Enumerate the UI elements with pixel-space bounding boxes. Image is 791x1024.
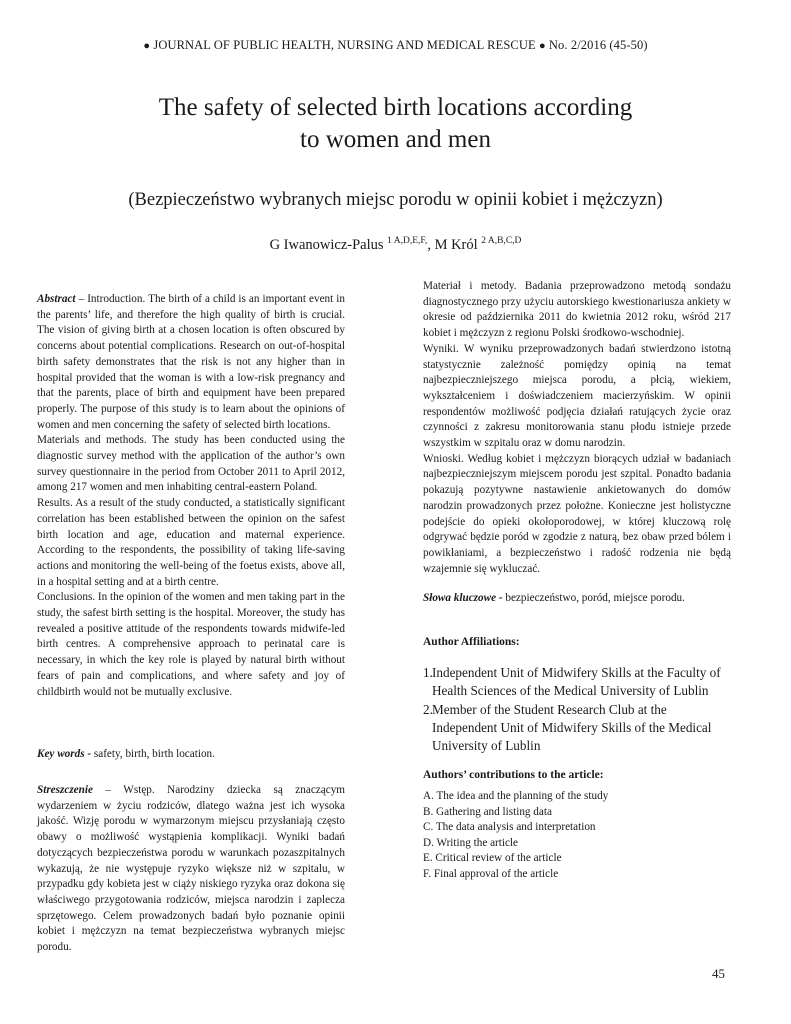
contributions-heading: Authors’ contributions to the article: — [423, 769, 604, 781]
abstract-pl-continued — [423, 279, 731, 577]
contribution-item: F. Final approval of the article — [423, 867, 559, 880]
journal-issue: No. 2/2016 (45-50) — [548, 38, 648, 52]
keywords-pl — [423, 591, 731, 607]
abstract-methods: Materials and methods. The study has been conducted using the diagnostic survey method with the application of the author’s own survey questionnaire in the period from October 2011 to April 2012, among 217 women and men inhabiting central-eastern Poland. — [37, 434, 345, 494]
author-name: M Król — [434, 237, 478, 253]
affiliation-number: 1. — [423, 665, 433, 680]
page-number: 45 — [712, 966, 725, 981]
streszczenie-methods: Materiał i metody. Badania przeprowadzono metodą sondażu diagnostycznego przy użyciu autorskiego kwestionariusza ankiety w okresie od października 2011 do kwietnia 2012 roku, wśród 217 kobiet i mężczyzn z regionu Polski środkowo-wschodniej. — [423, 280, 731, 340]
affiliation-text: Member of the Student Research Club at the Independent Unit of Midwifery Skills of the Medical University of Lublin — [432, 702, 712, 753]
contribution-item: E. Critical review of the article — [423, 852, 562, 865]
abstract-en — [37, 292, 345, 700]
article-title-line: The safety of selected birth locations according — [158, 94, 633, 121]
abstract-introduction — [37, 292, 345, 433]
article-subtitle: (Bezpieczeństwo wybranych miejsc porodu w opinii kobiet i mężczyzn) — [128, 190, 663, 210]
contribution-item: D. Writing the article — [423, 836, 519, 849]
contributions-list — [423, 789, 731, 883]
contribution-item: C. The data analysis and interpretation — [423, 821, 596, 834]
abstract-label: Abstract — [37, 293, 76, 305]
streszczenie-results: Wyniki. W wyniku przeprowadzonych badań stwierdzono istotną statystycznie zależność pomiędzy opinią na temat najbezpieczniejszego miejsca porodu, a płcią, wiekiem, wykształceniem i doświadczeniem macierzyńskim. W opinii respondentów możliwość podjęcia działań ratujących życie oraz czynności z zakresu monitorowania stanu płodu istnieje przede wszystkim w szpitalu oraz w domu narodzin. — [423, 342, 731, 450]
contribution-item: B. Gathering and listing data — [423, 805, 552, 818]
abstract-intro-text: – Introduction. The birth of a child is an important event in the parents’ life, and therefore the high quality of birth is crucial. The vision of giving birth at a chosen location is often obscured by concerns about potential complications. Research on out-of-hospital birth safety demonstrates that the risk is not any higher than in hospital provided that the woman is with a low-risk pregnancy and that the parents, place of birth and equipment have been prepared properly. The purpose of this study is to learn about the opinions of women and men concerning the safety of selected birth locations. — [37, 293, 345, 431]
streszczenie-conclusions: Wnioski. Według kobiet i mężczyzn biorących udział w badaniach najbezpieczniejszym miejscem porodu jest szpital. Ponadto badania pokazują pozytywne nastawienie ankietowanych do domów narodzin prowadzonych przez położne. Konieczne jest holistyczne podejście do opieki okołoporodowej, w której kluczową rolę odgrywać będzie poród w zgodzie z naturą, bez obaw przed bólem i powikłaniami, a bezpieczeństwo i radość rodzenia nie będą wzajemnie się wykluczać. — [423, 452, 731, 575]
affiliation-text: Independent Unit of Midwifery Skills at the Faculty of Health Sciences of the Medical University of Lublin — [432, 665, 721, 698]
author-contribution-codes: 2 A,B,C,D — [481, 236, 522, 246]
streszczenie-intro-text: – Wstęp. Narodziny dziecka są znaczącym wydarzeniem w życiu rodziców, dlatego ważna jest ich wysoka jakość. Wizję porodu w wymarzonym miejscu przysłaniają często obawy o możliwość wystąpienia komplikacji. Wyniki badań dotyczących bezpieczeństwa porodu w warunkach pozaszpitalnych wykazują, że nie występuje ryzyko większe niż w szpitalu, w przypadku gdy kobieta jest w ciąży niskiego ryzyka oraz dokona się właściwego przygotowania rodziców, miejsca narodzin i zaplecza sprzętowego. Celem prowadzonych badań było poznanie opinii kobiet i mężczyzn na temat bezpieczeństwa wybranych miejsc porodu. — [37, 784, 345, 954]
article-title — [60, 92, 731, 156]
keywords-label: Key words - — [37, 748, 92, 760]
affiliation-number: 2. — [423, 702, 433, 717]
affiliation-item — [423, 701, 731, 755]
keywords-pl-label: Słowa kluczowe - — [423, 592, 503, 604]
abstract-conclusions: Conclusions. In the opinion of the women and men taking part in the study, the safest birth setting is the hospital. Moreover, the study has revealed a positive attitude of the respondents towards midwife-led birth centres. A comprehensive approach to perinatal care is necessary, in which the key role is played by natural birth without fears of pain and complications, and where safety and joy of childbirth would not be mutually exclusive. — [37, 591, 345, 698]
contribution-item: A. The idea and the planning of the study — [423, 790, 609, 802]
streszczenie-label: Streszczenie — [37, 784, 93, 796]
article-title-line: to women and men — [300, 126, 491, 153]
author-line — [0, 236, 791, 254]
journal-name: JOURNAL OF PUBLIC HEALTH, NURSING AND MEDICAL RESCUE — [153, 38, 536, 52]
streszczenie-introduction — [37, 783, 345, 956]
keywords-pl-text: bezpieczeństwo, poród, miejsce porodu. — [502, 592, 685, 604]
journal-header — [0, 38, 791, 53]
bullet-icon: ● — [143, 40, 151, 52]
affiliations-heading: Author Affiliations: — [423, 636, 520, 648]
bullet-icon: ● — [538, 40, 546, 52]
keywords-text: safety, birth, birth location. — [91, 748, 215, 760]
author-name: G Iwanowicz-Palus — [269, 237, 384, 253]
abstract-pl — [37, 783, 345, 956]
affiliation-item — [423, 664, 731, 700]
author-contribution-codes: 1 A,D,E,F, — [387, 236, 428, 246]
affiliations-list — [423, 664, 731, 755]
author-separator: , — [427, 237, 435, 253]
abstract-results: Results. As a result of the study conducted, a statistically significant correlation has been established between the opinion on the safest birth location and age, education and maternal experience. According to the respondents, the possibility of taking life-saving actions and monitoring the well-being of the foetus exists, above all, in a hospital setting and at a birth centre. — [37, 497, 345, 588]
keywords-en — [37, 747, 345, 763]
